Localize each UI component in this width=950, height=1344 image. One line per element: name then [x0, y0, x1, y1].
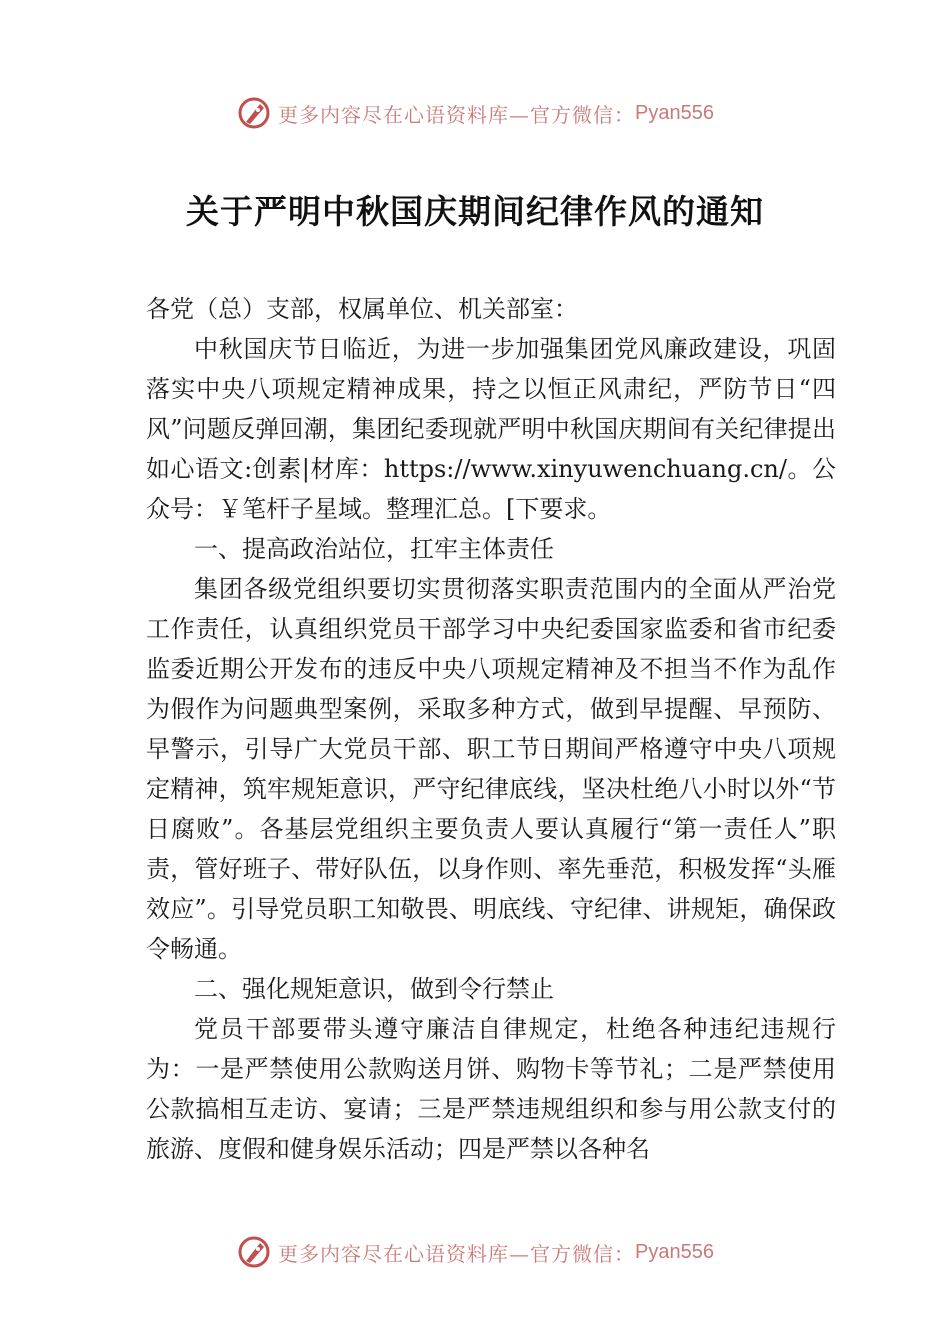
header-watermark — [0, 93, 950, 133]
section-heading-2: 二、强化规矩意识，做到令行禁止 — [194, 975, 554, 1003]
footer-watermark — [0, 1232, 950, 1272]
pen-nib-logo-icon — [236, 1234, 272, 1270]
salutation: 各党（总）支部，权属单位、机关部室： — [146, 295, 578, 323]
watermark-text: 更多内容尽在心语资料库—官方微信： — [278, 102, 636, 127]
watermark-wechat-id: Pyan556 — [635, 101, 714, 124]
paragraph-intro: 中秋国庆节日临近，为进一步加强集团党风廉政建设，巩固落实中央八项规定精神成果，持之以恒正风肃纪，严防节日“四风”问题反弹回潮，集团纪委现就严明中秋国庆期间有关纪律提出如心语文:创素|材库：https://www.xinyuwenchuang.cn/。公众号：￥笔杆子星域。整理汇总。[下要求。 — [146, 335, 836, 523]
document-title: 关于严明中秋国庆期间纪律作风的通知 — [186, 192, 764, 231]
watermark-wechat-id: Pyan556 — [635, 1240, 714, 1263]
paragraph-section-2: 党员干部要带头遵守廉洁自律规定，杜绝各种违纪违规行为：一是严禁使用公款购送月饼、购物卡等节礼；二是严禁使用公款搞相互走访、宴请；三是严禁违规组织和参与用公款支付的旅游、度假和健身娱乐活动；四是严禁以各种名 — [146, 1015, 836, 1163]
section-heading-1: 一、提高政治站位，扛牢主体责任 — [194, 535, 554, 563]
document-body — [146, 289, 836, 1169]
paragraph-section-1: 集团各级党组织要切实贯彻落实职责范围内的全面从严治党工作责任，认真组织党员干部学习中央纪委国家监委和省市纪委监委近期公开发布的违反中央八项规定精神及不担当不作为乱作为假作为问题典型案例，采取多种方式，做到早提醒、早预防、早警示，引导广大党员干部、职工节日期间严格遵守中央八项规定精神，筑牢规矩意识，严守纪律底线，坚决杜绝八小时以外“节日腐败”。各基层党组织主要负责人要认真履行“第一责任人”职责，管好班子、带好队伍，以身作则、率先垂范，积极发挥“头雁效应”。引导党员职工知敬畏、明底线、守纪律、讲规矩，确保政令畅通。 — [146, 575, 836, 963]
pen-nib-logo-icon — [236, 95, 272, 131]
watermark-text: 更多内容尽在心语资料库—官方微信： — [278, 1241, 636, 1266]
